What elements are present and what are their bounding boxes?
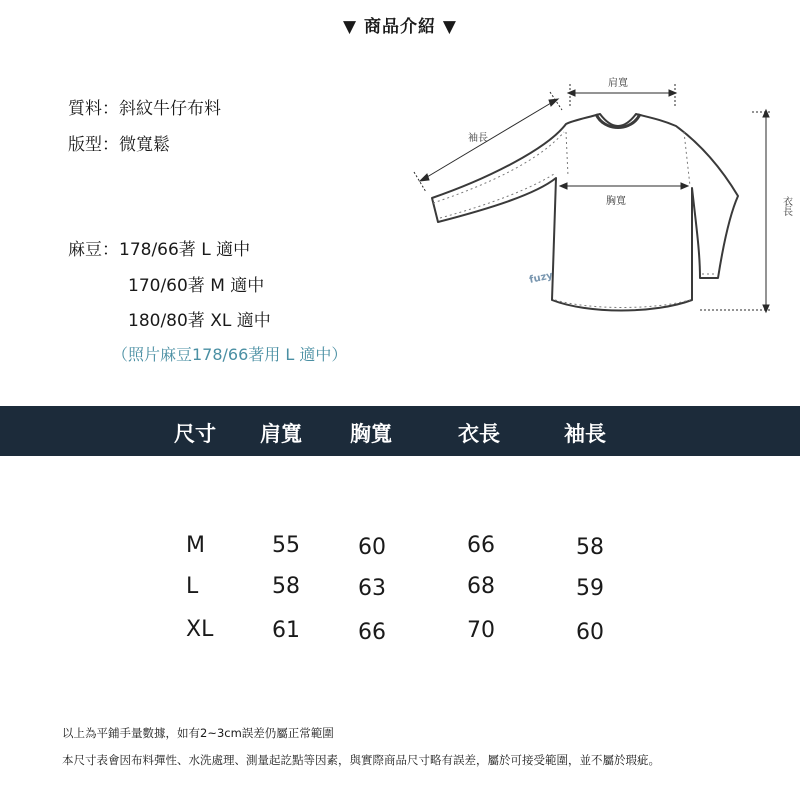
- row-chest: 60: [358, 535, 386, 560]
- page-title: ▼ 商品介紹 ▼: [343, 17, 457, 37]
- row-sleeve: 60: [576, 620, 604, 645]
- header-sleeve: 袖長: [564, 422, 606, 446]
- row-chest: 66: [358, 620, 386, 645]
- header-length: 衣長: [458, 422, 500, 446]
- length-label: 衣長: [780, 196, 792, 216]
- model-spec-xl: 180/80著 XL 適中: [128, 311, 271, 331]
- row-sleeve: 59: [576, 576, 604, 601]
- garment-diagram: [400, 70, 800, 330]
- model-spec-l: 麻豆：178/66著 L 適中: [68, 240, 251, 260]
- shoulder-label: 肩寬: [608, 78, 628, 89]
- footnote-disclaimer: 本尺寸表會因布料彈性、水洗處理、測量起訖點等因素，與實際商品尺寸略有誤差，屬於可接受範圍，並不屬於瑕疵。: [62, 753, 660, 767]
- row-shoulder: 61: [272, 618, 300, 643]
- row-size: XL: [186, 617, 214, 642]
- row-size: M: [186, 533, 205, 558]
- material-spec: 質料：斜紋牛仔布料: [68, 99, 221, 119]
- sleeve-label: 袖長: [468, 133, 488, 144]
- row-shoulder: 58: [272, 574, 300, 599]
- footnote-measure: 以上為平鋪手量數據，如有2~3cm誤差仍屬正常範圍: [62, 726, 334, 740]
- row-chest: 63: [358, 576, 386, 601]
- size-table-header: [0, 406, 800, 456]
- row-sleeve: 58: [576, 535, 604, 560]
- model-spec-m: 170/60著 M 適中: [128, 276, 265, 296]
- fit-spec: 版型：微寬鬆: [68, 135, 170, 155]
- chest-label: 胸寬: [606, 196, 626, 207]
- photo-note: （照片麻豆178/66著用 L 適中）: [112, 345, 348, 364]
- brand-watermark: fuzy: [528, 270, 554, 286]
- header-size: 尺寸: [174, 422, 216, 446]
- row-shoulder: 55: [272, 533, 300, 558]
- row-length: 68: [467, 574, 495, 599]
- header-chest: 胸寬: [350, 422, 392, 446]
- row-length: 66: [467, 533, 495, 558]
- header-shoulder: 肩寬: [260, 422, 302, 446]
- row-length: 70: [467, 618, 495, 643]
- row-size: L: [186, 574, 199, 599]
